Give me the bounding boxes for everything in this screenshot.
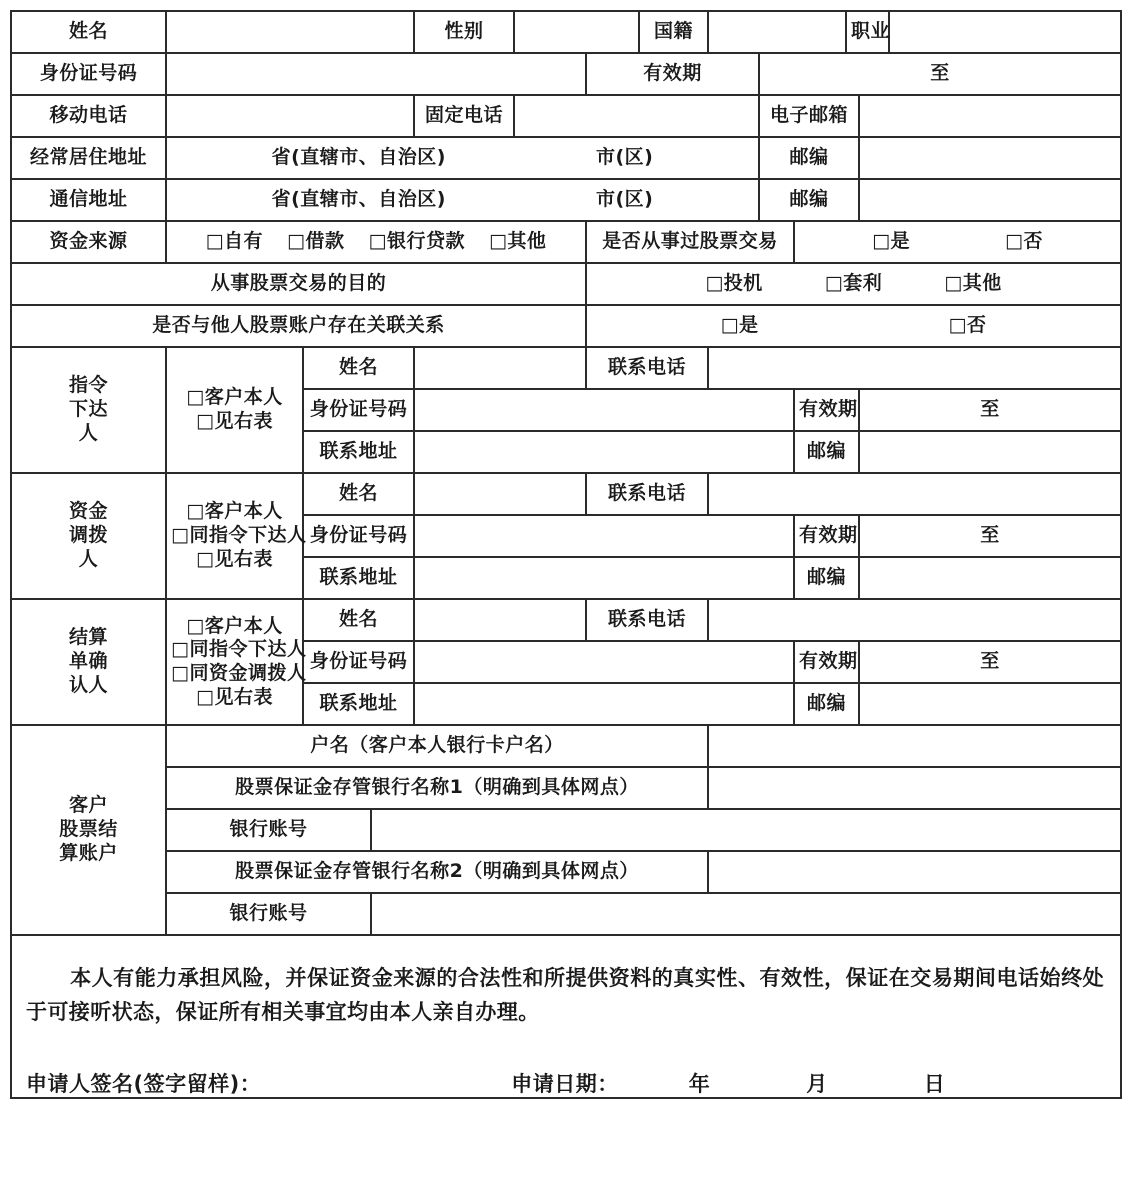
row-bank-account-name xyxy=(11,725,1121,767)
field-person3-address[interactable] xyxy=(414,683,794,725)
label-residence-address: 经常居住地址 xyxy=(11,137,166,179)
label-id-valid-period: 有效期 xyxy=(586,53,759,95)
field-bank-name-2[interactable] xyxy=(708,851,1121,893)
field-person2-id[interactable] xyxy=(414,515,794,557)
label-person1-address: 联系地址 xyxy=(303,431,414,473)
label-person-role-2 xyxy=(11,473,166,599)
checkbox-fund-borrowed[interactable]: □借款 xyxy=(287,230,345,253)
field-mailing-address[interactable] xyxy=(166,179,759,221)
checkbox-purpose-arbitrage[interactable]: □套利 xyxy=(824,272,883,295)
row-bank-name-1 xyxy=(11,767,1121,809)
field-person2-phone[interactable] xyxy=(708,473,1121,515)
row-related-account xyxy=(11,305,1121,347)
person-choices-text-3: □客户本人 □同指令下达人 □同资金调拨人 □见右表 xyxy=(171,614,307,708)
label-person1-id: 身份证号码 xyxy=(303,389,414,431)
row-declaration xyxy=(11,935,1121,1098)
field-bank-account-holder[interactable] xyxy=(708,725,1121,767)
label-person3-phone: 联系电话 xyxy=(586,599,708,641)
checkbox-traded-no[interactable]: □否 xyxy=(1005,230,1043,253)
field-person2-address[interactable] xyxy=(414,557,794,599)
label-person-role-1 xyxy=(11,347,166,473)
row-mailing-address xyxy=(11,179,1121,221)
field-gender[interactable] xyxy=(514,11,639,53)
row-bank-account-no-2 xyxy=(11,893,1121,935)
declaration-block xyxy=(11,935,1121,1098)
field-email[interactable] xyxy=(859,95,1121,137)
person-choices-1[interactable] xyxy=(166,347,303,473)
field-id-valid-until[interactable]: 至 xyxy=(759,53,1121,95)
label-traded-stock-before: 是否从事过股票交易 xyxy=(586,221,794,263)
label-name: 姓名 xyxy=(11,11,166,53)
checkbox-purpose-other[interactable]: □其他 xyxy=(944,272,1002,295)
label-nationality: 国籍 xyxy=(639,11,708,53)
field-person3-id[interactable] xyxy=(414,641,794,683)
related-account-options[interactable] xyxy=(586,305,1121,347)
label-occupation: 职业 xyxy=(846,11,889,53)
checkbox-related-no[interactable]: □否 xyxy=(948,314,987,337)
row-trading-purpose xyxy=(11,263,1121,305)
row-person3-name xyxy=(11,599,1121,641)
label-bank-name-1: 股票保证金存管银行名称1（明确到具体网点） xyxy=(166,767,708,809)
person-role-text-1: 指令 下达 人 xyxy=(68,374,108,444)
person-choices-text-2: □客户本人 □同指令下达人 □见右表 xyxy=(171,500,307,570)
label-fund-source: 资金来源 xyxy=(11,221,166,263)
checkbox-fund-bank-loan[interactable]: □银行贷款 xyxy=(368,230,465,253)
residence-city-label: 市(区) xyxy=(596,146,654,169)
label-person3-postcode: 邮编 xyxy=(794,683,859,725)
residence-province-label: 省(直辖市、自治区) xyxy=(271,146,446,169)
field-residence-postcode[interactable] xyxy=(859,137,1121,179)
field-person1-address[interactable] xyxy=(414,431,794,473)
label-id-number: 身份证号码 xyxy=(11,53,166,95)
label-mailing-postcode: 邮编 xyxy=(759,179,859,221)
label-bank-account-holder: 户名（客户本人银行卡户名） xyxy=(166,725,708,767)
label-bank-name-2: 股票保证金存管银行名称2（明确到具体网点） xyxy=(166,851,708,893)
application-date-label: 申请日期： xyxy=(511,1072,619,1097)
label-person2-valid: 有效期 xyxy=(794,515,859,557)
field-person2-name[interactable] xyxy=(414,473,586,515)
field-mobile-phone[interactable] xyxy=(166,95,414,137)
field-person3-postcode[interactable] xyxy=(859,683,1121,725)
row-bank-name-2 xyxy=(11,851,1121,893)
checkbox-related-yes[interactable]: □是 xyxy=(720,314,759,337)
field-person3-phone[interactable] xyxy=(708,599,1121,641)
field-bank-account-no-2[interactable] xyxy=(371,893,1121,935)
label-related-account: 是否与他人股票账户存在关联关系 xyxy=(11,305,586,347)
field-name[interactable] xyxy=(166,11,414,53)
field-nationality[interactable] xyxy=(708,11,846,53)
field-person1-name[interactable] xyxy=(414,347,586,389)
checkbox-fund-own[interactable]: □自有 xyxy=(205,230,264,253)
row-residence-address xyxy=(11,137,1121,179)
label-person2-phone: 联系电话 xyxy=(586,473,708,515)
person-role-text-3: 结算 单确 认人 xyxy=(68,626,108,696)
label-person2-id: 身份证号码 xyxy=(303,515,414,557)
row-person1-name xyxy=(11,347,1121,389)
trading-purpose-options[interactable] xyxy=(586,263,1121,305)
fund-source-options[interactable] xyxy=(166,221,586,263)
label-gender: 性别 xyxy=(414,11,514,53)
field-fixed-phone[interactable] xyxy=(514,95,759,137)
checkbox-fund-other[interactable]: □其他 xyxy=(488,230,547,253)
label-mailing-address: 通信地址 xyxy=(11,179,166,221)
field-person3-name[interactable] xyxy=(414,599,586,641)
row-id-number xyxy=(11,53,1121,95)
checkbox-traded-yes[interactable]: □是 xyxy=(872,230,911,253)
traded-stock-before-options[interactable] xyxy=(794,221,1121,263)
field-id-number[interactable] xyxy=(166,53,586,95)
field-bank-account-no-1[interactable] xyxy=(371,809,1121,851)
row-basic-identity xyxy=(11,11,1121,53)
field-mailing-postcode[interactable] xyxy=(859,179,1121,221)
label-person1-name: 姓名 xyxy=(303,347,414,389)
field-person1-id[interactable] xyxy=(414,389,794,431)
label-bank-section xyxy=(11,725,166,935)
person-choices-text-1: □客户本人 □见右表 xyxy=(186,386,283,432)
field-person2-valid-until[interactable]: 至 xyxy=(859,515,1121,557)
label-person3-valid: 有效期 xyxy=(794,641,859,683)
row-bank-account-no-1 xyxy=(11,809,1121,851)
field-person1-valid-until[interactable]: 至 xyxy=(859,389,1121,431)
mailing-province-label: 省(直辖市、自治区) xyxy=(271,188,446,211)
label-mobile-phone: 移动电话 xyxy=(11,95,166,137)
label-person3-id: 身份证号码 xyxy=(303,641,414,683)
label-person2-name: 姓名 xyxy=(303,473,414,515)
customer-application-form xyxy=(10,10,1122,1099)
label-person2-address: 联系地址 xyxy=(303,557,414,599)
label-email: 电子邮箱 xyxy=(759,95,859,137)
label-person1-postcode: 邮编 xyxy=(794,431,859,473)
label-bank-account-no-1: 银行账号 xyxy=(166,809,371,851)
person-role-text-2: 资金 调拨 人 xyxy=(68,500,108,570)
row-person2-name xyxy=(11,473,1121,515)
signature-label[interactable]: 申请人签名(签字留样)： xyxy=(26,1072,262,1097)
label-person3-name: 姓名 xyxy=(303,599,414,641)
label-bank-account-no-2: 银行账号 xyxy=(166,893,371,935)
label-person3-address: 联系地址 xyxy=(303,683,414,725)
row-fund-source xyxy=(11,221,1121,263)
field-person3-valid-until[interactable]: 至 xyxy=(859,641,1121,683)
date-month-label[interactable]: 月 xyxy=(806,1072,828,1097)
label-trading-purpose: 从事股票交易的目的 xyxy=(11,263,586,305)
bank-section-text: 客户 股票结 算账户 xyxy=(59,794,118,864)
label-person1-phone: 联系电话 xyxy=(586,347,708,389)
declaration-text: 本人有能力承担风险，并保证资金来源的合法性和所提供资料的真实性、有效性，保证在交易期间电话始终处于可接听状态，保证所有相关事宜均由本人亲自办理。 xyxy=(26,966,1105,1024)
label-fixed-phone: 固定电话 xyxy=(414,95,514,137)
person-choices-3[interactable] xyxy=(166,599,307,725)
label-person-role-3 xyxy=(11,599,166,725)
date-year-label[interactable]: 年 xyxy=(688,1072,711,1097)
label-residence-postcode: 邮编 xyxy=(759,137,859,179)
row-contact xyxy=(11,95,1121,137)
field-bank-name-1[interactable] xyxy=(708,767,1121,809)
label-person1-valid: 有效期 xyxy=(794,389,859,431)
field-person1-phone[interactable] xyxy=(708,347,1121,389)
checkbox-purpose-speculation[interactable]: □投机 xyxy=(705,272,763,295)
field-person1-postcode[interactable] xyxy=(859,431,1121,473)
field-occupation[interactable] xyxy=(889,11,1121,53)
person-choices-2[interactable] xyxy=(166,473,307,599)
date-day-label[interactable]: 日 xyxy=(923,1072,946,1097)
mailing-city-label: 市(区) xyxy=(596,188,654,211)
field-residence-address[interactable] xyxy=(166,137,759,179)
label-person2-postcode: 邮编 xyxy=(794,557,859,599)
field-person2-postcode[interactable] xyxy=(859,557,1121,599)
signature-row xyxy=(26,1071,1104,1097)
